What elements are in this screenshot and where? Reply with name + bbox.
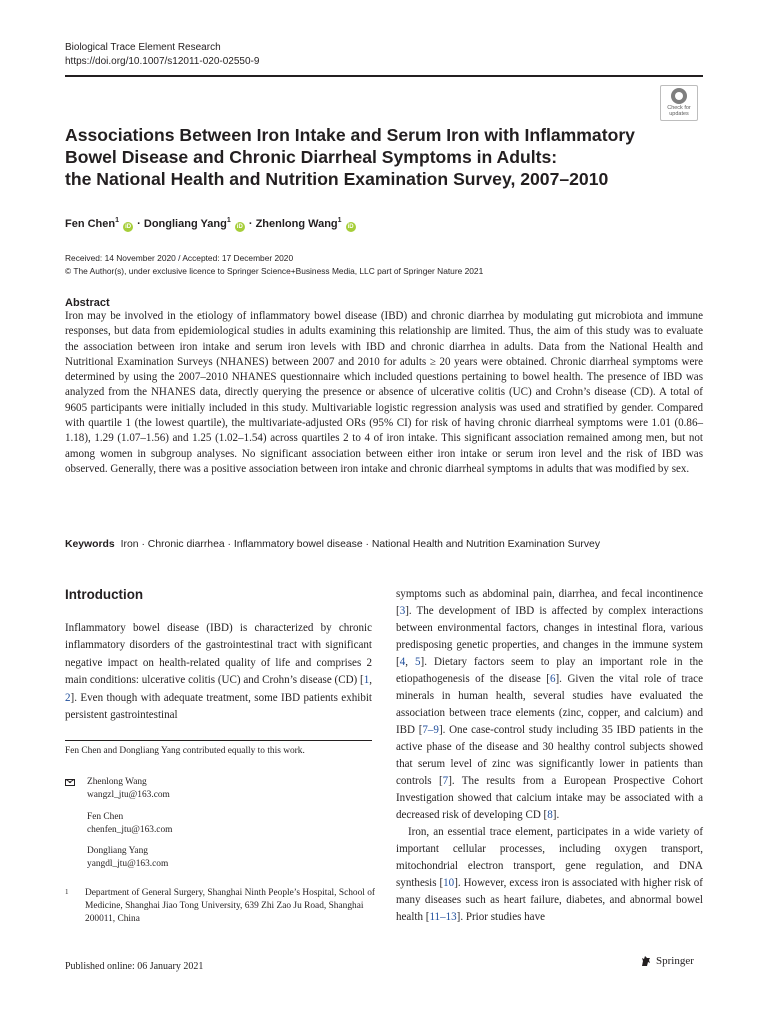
check-for-updates-label: Check for updates bbox=[667, 105, 691, 117]
author-name[interactable]: Fen Chen bbox=[65, 218, 116, 230]
citation-link[interactable]: 3 bbox=[399, 605, 406, 617]
author-name[interactable]: Zhenlong Wang bbox=[255, 218, 338, 230]
crossmark-icon bbox=[671, 88, 687, 104]
coauthor-email[interactable]: chenfen_jtu@163.com bbox=[87, 825, 173, 835]
keywords-list: Iron · Chronic diarrhea · Inflammatory bowel disease · National Health and Nutrition Examination Survey bbox=[120, 539, 601, 550]
citation-link[interactable]: 6 bbox=[549, 673, 556, 685]
citation-link[interactable]: 10 bbox=[443, 877, 455, 889]
footnote-divider bbox=[65, 740, 372, 741]
coauthor-name: Dongliang Yang bbox=[87, 846, 148, 856]
received-accepted-dates: Received: 14 November 2020 / Accepted: 17 December 2020 bbox=[65, 253, 294, 263]
publisher-logo bbox=[640, 954, 694, 968]
envelope-icon bbox=[65, 779, 75, 786]
title-line: the National Health and Nutrition Examination Survey, 2007–2010 bbox=[65, 169, 609, 189]
citation-link[interactable]: 7 bbox=[442, 775, 449, 787]
citation-link[interactable]: 5 bbox=[414, 656, 421, 668]
citation-link[interactable]: 11–13 bbox=[429, 911, 457, 923]
title-line: Associations Between Iron Intake and Serum Iron with Inflammatory bbox=[65, 125, 635, 145]
corresponding-author-email[interactable]: wangzl_jtu@163.com bbox=[87, 790, 170, 800]
doi-link[interactable]: https://doi.org/10.1007/s12011-020-02550-9 bbox=[65, 56, 260, 67]
affiliation-number: 1 bbox=[65, 888, 69, 896]
affiliation-marker: 1 bbox=[226, 217, 231, 224]
check-for-updates-badge[interactable] bbox=[660, 85, 698, 121]
keywords-label: Keywords bbox=[65, 539, 115, 550]
springer-horse-icon bbox=[640, 955, 652, 967]
copyright-notice: © The Author(s), under exclusive licence to Springer Science+Business Media, LLC part of Springer Nature 2021 bbox=[65, 266, 484, 276]
affiliation-marker: 1 bbox=[115, 217, 120, 224]
equal-contribution-note: Fen Chen and Dongliang Yang contributed equally to this work. bbox=[65, 746, 305, 756]
orcid-icon[interactable]: iD bbox=[125, 224, 132, 230]
author-list bbox=[65, 213, 357, 232]
published-online-date: Published online: 06 January 2021 bbox=[65, 961, 204, 972]
coauthor-name: Fen Chen bbox=[87, 812, 124, 822]
citation-link[interactable]: 2 bbox=[65, 691, 71, 704]
title-line: Bowel Disease and Chronic Diarrheal Symptoms in Adults: bbox=[65, 147, 558, 167]
journal-name: Biological Trace Element Research bbox=[65, 42, 221, 53]
abstract-text: Iron may be involved in the etiology of inflammatory bowel disease (IBD) and chronic diarrhea by modulating gut microbiota and immune responses, but data from epidemiological studies in adults examining this relationship are limited. Thus, the aim of this study was to evaluate the association between iron intake and serum iron levels with IBD and chronic diarrhea in adults. Data from the National Health and Nutritional Examination Surveys (NHANES) between 2007 and 2010 for adults ≥ 20 years were obtained. Chronic diarrheal symptoms were determined by using the 2007–2010 NHANES questionnaire which included questions pertaining to bowel health. The presence of IBD was analyzed from the NHANES data, directly querying the presence or absence of ulcerative colitis (UC) and Crohn’s disease (CD). A total of 9605 participants were initially included in this study. Multivariable logistic regression analysis was used and stratified by gender. Compared with quartile 1 (the lowest quartile), the multivariate-adjusted ORs (95% CI) for risk of having chronic diarrheal symptoms were 1.01 (0.86–1.18), 1.29 (1.07–1.56) and 1.25 (1.02–1.54) across quartiles 2 to 4 of iron intake. This significant association remained among men, but not among women in subgroup analyses. No significant association between either iron intake or serum iron level and the risk of IBD was observed. Generally, there was a positive association between iron intake and chronic diarrheal symptoms in adults that was modified by sex. bbox=[65, 310, 703, 475]
keywords-line bbox=[65, 538, 600, 552]
introduction-right-column bbox=[396, 586, 703, 926]
introduction-paragraph: Iron, an essential trace element, participates in a wide variety of important cellular processes, including oxygen transport, mitochondrial electron transport, gene regulation, and DNA synthesis [10]. However, excess iron is associated with higher risk of many diseases such as heart failure, diabetes, and abnormal bowel health [11–13]. Prior studies have bbox=[396, 826, 703, 923]
coauthor-email[interactable]: yangdl_jtu@163.com bbox=[87, 859, 169, 869]
affiliation-marker: 1 bbox=[337, 217, 342, 224]
affiliation-text: Department of General Surgery, Shanghai Ninth People’s Hospital, School of Medicine, Shanghai Jiao Tong University, 639 Zhi Zao Ju Road, Shanghai 200011, China bbox=[85, 888, 376, 924]
citation-link[interactable]: 7–9 bbox=[422, 724, 439, 736]
author-name[interactable]: Dongliang Yang bbox=[143, 218, 227, 230]
citation-link[interactable]: 4 bbox=[399, 656, 406, 668]
abstract-heading: Abstract bbox=[65, 297, 110, 309]
citation-link[interactable]: 1 bbox=[363, 674, 370, 687]
orcid-icon[interactable]: iD bbox=[236, 224, 243, 230]
orcid-icon[interactable]: iD bbox=[347, 224, 354, 230]
citation-link[interactable]: 8 bbox=[547, 809, 553, 821]
introduction-heading: Introduction bbox=[65, 587, 144, 602]
corresponding-author-name: Zhenlong Wang bbox=[87, 777, 147, 787]
article-title bbox=[65, 124, 635, 190]
publisher-name: Springer bbox=[656, 955, 694, 967]
introduction-paragraph-left: Inflammatory bowel disease (IBD) is characterized by chronic inflammatory disorders of the gastrointestinal tract with significant negative impact on health-related quality of life and comprises 2 main conditions: ulcerative colitis (UC) and Crohn’s disease (CD) [1, 2]. Even though with adequate treatment, some IBD patients exhibit persistent gastrointestinal bbox=[65, 622, 372, 722]
header-divider bbox=[65, 75, 703, 77]
author-separator: · bbox=[137, 218, 141, 230]
introduction-paragraph: symptoms such as abdominal pain, diarrhea, and fecal incontinence [3]. The development of IBD is affected by complex interactions between environmental factors, changes in intestinal flora, various predisposing genetic properties, and changes in the immune system [4, 5]. Dietary factors seem to play an important role in the etiopathogenesis of the disease [6]. Given the vital role of trace minerals in human health, several studies have evaluated the association between trace elements (zinc, copper, and calcium) and IBD [7–9]. One case-control study including 35 IBD patients in the active phase of the disease and 30 healthy control subjects showed that serum level of zinc was significantly lower in patients than controls [7]. The results from a European Prospective Cohort Investigation showed that calcium intake may be associated with a decreased risk of developing CD [8]. bbox=[396, 588, 703, 821]
author-separator: · bbox=[248, 218, 253, 230]
